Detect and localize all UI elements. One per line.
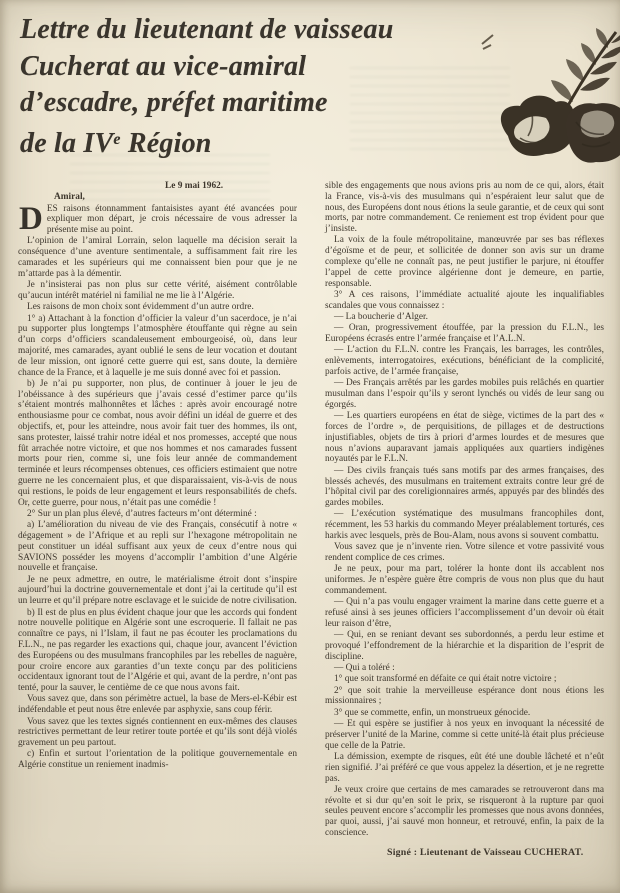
- page-title-line-3: d’escadre, préfet maritime: [20, 87, 328, 118]
- letter-paragraph: — Des civils français tués sans motifs par des armes françaises, des blessés achevés, des musulmans en traitement extraits contre leur gré de l’hôpital civil par des coreligionnaires armés, appuyés par des blindés des gardes mobiles.: [325, 465, 604, 509]
- salutation: Amiral,: [54, 192, 85, 203]
- drop-cap: D: [19, 200, 43, 237]
- letter-paragraph: — L’exécution systématique des musulmans francophiles dont, récemment, les 53 harkis du commando Meyer préalablement torturés, ces harkis avec lesquels, près de Bou-Alam, nous avons si souvent combattu.: [325, 509, 604, 541]
- letter-paragraph: c) Enfin et surtout l’orientation de la politique gouvernementale en Algérie constitue un reniement inadmis-: [18, 749, 297, 771]
- letter-paragraph: L’opinion de l’amiral Lorrain, selon laquelle ma décision serait la conséquence d’une aventure sentimentale, a suffisamment fait rire les camarades et les supérieurs qui me connaissent bien pour que je ne m’attarde pas à la démentir.: [18, 236, 297, 279]
- letter-paragraph: Je ne peux, pour ma part, tolérer la honte dont ils accablent nos uniformes. Je n’espère guère être compris de vous non plus que du haut commandement.: [325, 564, 604, 596]
- roman-numeral-superscript: e: [113, 130, 121, 148]
- letter-paragraph: a) L’amélioration du niveau de vie des Français, consécutif à notre « dégagement » de l’Afrique et au repli sur l’hexagone métropolitain ne peut constituer un idéal suffisant aux yeux de ceux d’entre nous qui SAVIONS posséder les moyens d’accomplir l’ambition d’une Algérie nouvelle et française.: [18, 520, 297, 574]
- letter-paragraph: La démission, exempte de risques, eût été une double lâcheté et n’eût rien signifié. J’ai préféré ce que vous appelez la désertion, et je ne regrette pas.: [325, 751, 604, 784]
- letter-paragraph: 1° a) Attachant à la fonction d’officier la valeur d’un sacerdoce, je n’ai pu supporter plus longtemps l’atmosphère étouffante qui règne au sein d’un corps d’officiers scandaleusement embourgeoisé, où, dans leur majorité, mes camarades, ayant oublié le sens de leur vocation et doutant de leur mission, ont ignoré cette guerre qui est, sans doute, la dernière chance de la France, et à laquelle je me suis donné avec foi et passion.: [18, 313, 297, 378]
- date-line: Le 9 mai 1962.: [165, 181, 224, 191]
- fist-holding-laurel-branch-illustration: [480, 18, 620, 170]
- signature-line: Signé : Lieutenant de Vaisseau CUCHERAT.: [387, 846, 584, 858]
- letter-body: [18, 181, 604, 883]
- page-title-line-1: Lettre du lieutenant de vaisseau: [20, 14, 394, 45]
- letter-paragraph: Je ne peux admettre, en outre, le matérialisme étroit dont s’inspire aujourd’hui la doctrine gouvernementale et dont j’ai la certitude qu’il est un leurre et qu’il prépare notre esclavage et le suicide de notre civilisation.: [18, 574, 297, 607]
- letter-paragraph: La voix de la foule métropolitaine, manœuvrée par ses bas réflexes d’égoïsme et de peur, et sollicitée de donner son avis sur un drame complexe qu’elle ne connaît pas, ne peut justifier le parjure, ni étouffer l’appel de cette province algérienne dont je demeure, en partie, responsable.: [325, 235, 604, 289]
- letter-paragraph: b) Je n’ai pu supporter, non plus, de continuer à jouer le jeu de l’obéissance à des supérieurs que j’avais cessé d’estimer parce qu’ils s’étaient montrés malhonnêtes et lâches : après avoir encouragé notre enthousiasme pour ce combat, nous avoir défini un idéal de guerre et des objectifs, et, pour les atteindre, nous avoir fait tuer des hommes, ils ont, sans protester, laissé trahir notre idéal et nos promesses, accepté que nous fût arrachée notre victoire, et que nos hommes et nos camarades fussent morts pour rien, comme si, une fois leur année de commandement terminée et leurs récompenses obtenues, ces officiers estimaient que notre guerre ne les concernaient plus, et que disparaissaient, vis-à-vis de nous qui restions, le poids de leur engagement et leurs responsabilités de chefs. Or, cette guerre, pour nous, n’était pas une comédie !: [18, 378, 297, 508]
- letter-paragraph: Vous savez que les textes signés contiennent en eux-mêmes des clauses restrictives permettant de leur retirer toute portée et qu’ils sont déjà violés gravement un peu partout.: [18, 716, 297, 749]
- letter-paragraph: Je veux croire que certains de mes camarades se retrouveront dans ma révolte et si dur qu’en soit le prix, se risqueront à la rupture par quoi seules peuvent encore s’accomplir les promesses que nous avons données, par quoi, aussi, j’ai sauvé mon honneur, et retrouvé, enfin, la paix de la conscience.: [325, 784, 604, 839]
- letter-paragraph: b) Il est de plus en plus évident chaque jour que les accords qui fondent notre nouvelle politique en Algérie sont une escroquerie. Il fallait ne pas connaître ce pays, ni l’Islam, il faut ne pas écouter les proclamations du F.L.N., ne pas regarder les exactions qui, chaque jour, avancent l’éviction des Européens ou des musulmans francophiles par les rebelles de naguère, pour croire encore aux garanties d’un texte conçu par des politiciens occidentaux ignorant tout de l’Algérie et qui, avant de la perdre, n’ont pas tenté, pour la sauver, le centième de ce que nous avons fait.: [18, 607, 297, 694]
- column-left: [18, 181, 297, 883]
- letter-paragraph: — Oran, progressivement étouffée, par la pression du F.L.N., les Européens écrasés entre l’armée française et l’A.L.N.: [325, 323, 604, 345]
- letter-paragraph: — L’action du F.L.N. contre les Français, les barrages, les contrôles, enlèvements, interrogatoires, exécutions, bénéficiant de la complicité, parfois active, de l’armée française,: [325, 345, 604, 378]
- letter-paragraph: sible des engagements que nous avions pris au nom de ce qui, alors, était la France, vis-à-vis des musulmans qui n’espéraient leur salut que de nous, des Européens dont nous étions la seule garantie, et de ceux qui sont morts, par notre commandement. Ce reniement est trop évident pour que j’insiste.: [325, 181, 604, 235]
- letter-paragraph: 2° que soit trahie la merveilleuse espérance dont nous étions les missionnaires ;: [325, 685, 604, 707]
- letter-paragraph: 2° Sur un plan plus élevé, d’autres facteurs m’ont déterminé :: [27, 508, 257, 519]
- letter-paragraph: DES raisons étonnamment fantaisistes ayant été avancées pour expliquer mon départ, je crois nécessaire de vous adresser la présente mise au point.: [19, 200, 297, 237]
- page-title: [20, 12, 495, 162]
- page-title-line-4: de la IVe Région: [20, 127, 212, 159]
- letter-paragraph: Vous savez que, dans son périmètre actuel, la base de Mers-el-Kébir est indéfendable et peut nous être enlevée par asphyxie, sans coup férir.: [18, 694, 297, 716]
- letter-paragraph: Je n’insisterai pas non plus sur cette vérité, aisément contrôlable qu’aucun intérêt matériel ni familial ne me lie à l’Algérie.: [18, 280, 297, 301]
- letter-paragraph: — Les quartiers européens en état de siège, victimes de la part des « forces de l’ordre », de perquisitions, de pillages et de destructions injustifiables, objets de tirs à priori d’armes lourdes et de mesures que nous n’avions auparavant jamais appliquées aux quartiers indigènes noyautés par le F.L.N.: [325, 411, 604, 465]
- letter-paragraph: Vous savez que je n’invente rien. Votre silence et votre passivité vous rendent complice de ces crimes.: [325, 542, 604, 564]
- letter-paragraph: — Des Français arrêtés par les gardes mobiles puis relâchés en quartier musulman dans l’espoir qu’ils y seront lynchés ou vidés de leur sang ou égorgés.: [325, 378, 604, 410]
- letter-paragraph: — Et qui espère se justifier à nos yeux en invoquant la nécessité de préserver l’unité de la Marine, comme si cette unité-là était plus précieuse que celle de la Patrie.: [325, 719, 604, 751]
- letter-paragraph: 3° A ces raisons, l’immédiate actualité ajoute les inqualifiables scandales que vous connaissez :: [325, 289, 604, 311]
- letter-paragraph: 1° que soit transformé en défaite ce qui était notre victoire ;: [334, 674, 557, 685]
- letter-paragraph: — La boucherie d’Alger.: [334, 312, 428, 323]
- page-title-line-2: Cucherat au vice-amiral: [20, 50, 307, 82]
- letter-paragraph: Les raisons de mon choix sont évidemment d’un autre ordre.: [27, 302, 254, 313]
- column-right: [325, 181, 604, 883]
- letter-paragraph: — Qui, en se reniant devant ses subordonnés, a perdu leur estime et provoqué l’effondrement de la hiérarchie et la disparition de l’esprit de discipline.: [325, 630, 604, 662]
- letter-paragraph: — Qui a toléré :: [334, 663, 395, 674]
- letter-paragraph: — Qui n’a pas voulu engager vraiment la marine dans cette guerre et a refusé ainsi à ses jeunes officiers l’accomplissement d’un devoir où était leur raison d’être,: [325, 597, 604, 629]
- letter-paragraph: 3° que se commette, enfin, un monstrueux génocide.: [334, 707, 531, 718]
